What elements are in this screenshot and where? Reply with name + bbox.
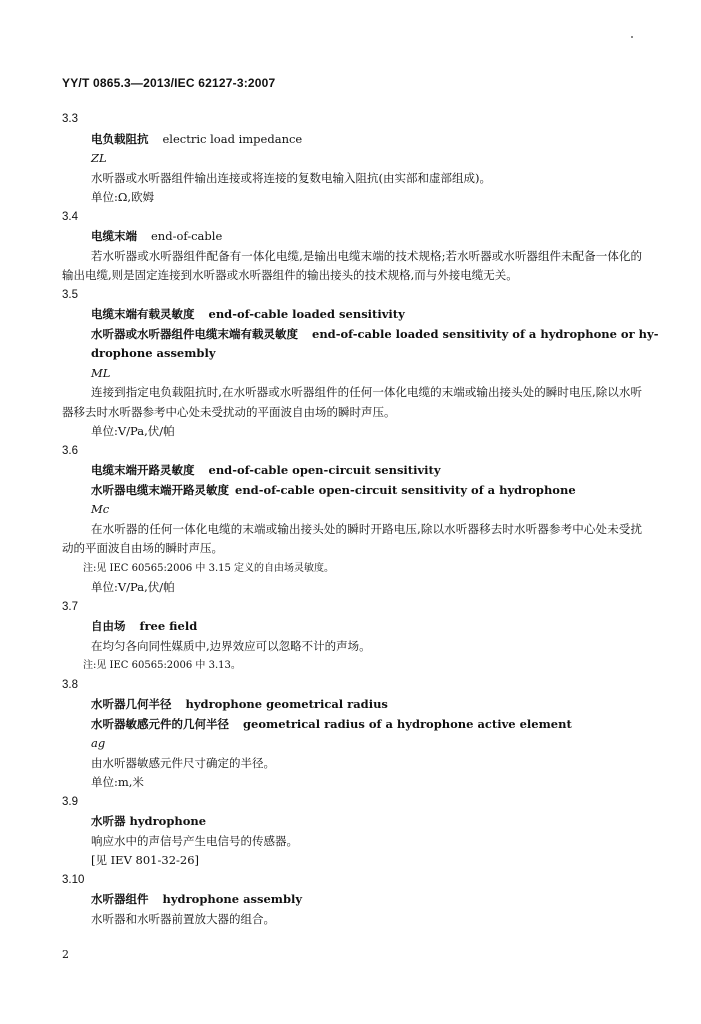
unit: 单位:m,米 bbox=[91, 775, 144, 789]
term-line bbox=[62, 325, 659, 345]
definition: 在均匀各向同性媒质中,边界效应可以忽略不计的声场。 bbox=[91, 638, 371, 653]
page-content bbox=[62, 110, 659, 929]
term-line bbox=[62, 715, 642, 735]
unit: 单位:V/Pa,伏/帕 bbox=[91, 580, 175, 594]
term-en: end-of-cable open-circuit sensitivity bbox=[208, 463, 441, 477]
symbol: ZL bbox=[91, 151, 107, 165]
term-zh: 水听器或水听器组件电缆末端有载灵敏度 bbox=[91, 326, 298, 341]
term-line bbox=[62, 695, 642, 715]
symbol: ag bbox=[91, 736, 106, 750]
definition: 水听器和水听器前置放大器的组合。 bbox=[91, 911, 275, 926]
term-en: hydrophone assembly bbox=[162, 892, 303, 906]
term-zh: 水听器电缆末端开路灵敏度 bbox=[91, 482, 229, 497]
unit: 单位:Ω,欧姆 bbox=[91, 190, 155, 204]
term-zh: 电缆末端有载灵敏度 bbox=[91, 307, 195, 321]
clause-number: 3.7 bbox=[62, 600, 78, 613]
term-line bbox=[62, 227, 642, 247]
clause-number: 3.3 bbox=[62, 113, 78, 125]
term-zh: 电缆末端 bbox=[91, 229, 137, 243]
clause-number: 3.10 bbox=[62, 873, 85, 886]
definition: 响应水中的声信号产生电信号的传感器。 bbox=[91, 833, 298, 848]
term-line bbox=[62, 130, 642, 150]
clause-number: 3.9 bbox=[62, 795, 78, 808]
clause-number: 3.8 bbox=[62, 678, 78, 691]
term-en: hydrophone bbox=[129, 814, 207, 828]
definition: 由水听器敏感元件尺寸确定的半径。 bbox=[91, 755, 275, 770]
term-line bbox=[62, 305, 642, 325]
symbol: ML bbox=[91, 365, 111, 380]
term-en: hydrophone geometrical radius bbox=[185, 697, 388, 711]
term-en: end-of-cable loaded sensitivity of a hydrophone or hy- bbox=[312, 326, 659, 341]
term-en: geometrical radius of a hydrophone active element bbox=[243, 716, 572, 731]
term-zh: 电缆末端开路灵敏度 bbox=[91, 463, 195, 477]
term-en-continued: drophone assembly bbox=[91, 346, 216, 360]
standard-header: YY/T 0865.3—2013/IEC 62127-3:2007 bbox=[62, 76, 276, 90]
scan-speck bbox=[631, 36, 633, 38]
term-line bbox=[62, 890, 642, 910]
definition: 若水听器或水听器组件配备有一体化电缆,是输出电缆末端的技术规格;若水听器或水听器组件未配备一体化的输出电缆,则是固定连接到水听器或水听器组件的输出接头的技术规格,而与外接电缆无关。 bbox=[62, 248, 642, 282]
term-line bbox=[62, 481, 642, 501]
term-line bbox=[62, 617, 642, 637]
definition: 在水听器的任何一体化电缆的末端或输出接头处的瞬时开路电压,除以水听器移去时水听器参考中心处未受扰动的平面波自由场的瞬时声压。 bbox=[62, 521, 642, 555]
term-en: free field bbox=[139, 619, 198, 633]
term-zh: 电负载阻抗 bbox=[91, 131, 149, 146]
clause-number: 3.4 bbox=[62, 210, 78, 223]
term-en: end-of-cable open-circuit sensitivity of a hydrophone bbox=[235, 482, 576, 497]
unit: 单位:V/Pa,伏/帕 bbox=[91, 424, 175, 438]
term-en: electric load impedance bbox=[162, 131, 303, 146]
term-zh: 水听器敏感元件的几何半径 bbox=[91, 716, 229, 731]
note: 注:见 IEC 60565:2006 中 3.13。 bbox=[83, 660, 241, 671]
term-zh: 水听器几何半径 bbox=[91, 697, 172, 711]
term-zh: 自由场 bbox=[91, 619, 126, 633]
clause-number: 3.5 bbox=[62, 288, 78, 301]
term-en: end-of-cable bbox=[151, 229, 223, 243]
symbol: Mc bbox=[91, 502, 110, 516]
term-zh: 水听器组件 bbox=[91, 892, 149, 906]
definition: 水听器或水听器组件输出连接或将连接的复数电输入阻抗(由实部和虚部组成)。 bbox=[91, 170, 491, 185]
term-line bbox=[62, 812, 642, 832]
term-line bbox=[62, 461, 642, 481]
definition: 连接到指定电负载阻抗时,在水听器或水听器组件的任何一体化电缆的末端或输出接头处的瞬时电压,除以水听器移去时水听器参考中心处未受扰动的平面波自由场的瞬时声压。 bbox=[62, 385, 642, 419]
clause-number: 3.6 bbox=[62, 444, 78, 457]
term-zh: 水听器 bbox=[91, 814, 126, 828]
note: 注:见 IEC 60565:2006 中 3.15 定义的自由场灵敏度。 bbox=[83, 562, 335, 574]
term-en: end-of-cable loaded sensitivity bbox=[208, 307, 405, 321]
reference: [见 IEV 801-32-26] bbox=[91, 853, 200, 867]
page-number: 2 bbox=[62, 948, 69, 961]
